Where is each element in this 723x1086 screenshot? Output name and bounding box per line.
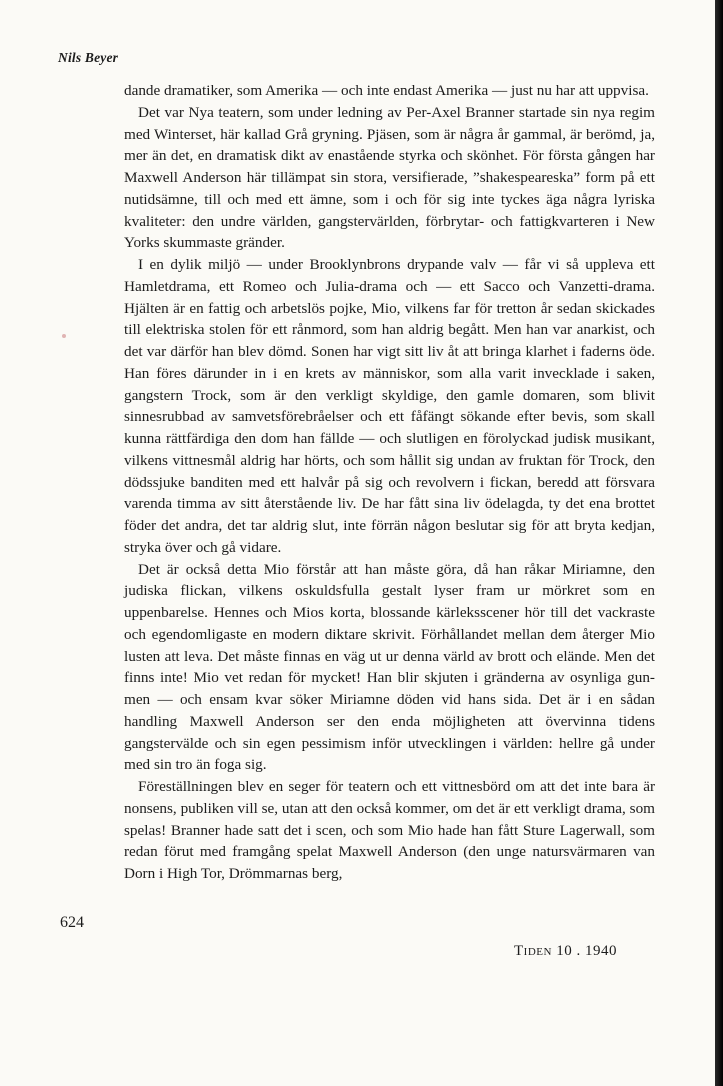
paragraph: dande dramatiker, som Amerika — och inte endast Amerika — just nu har att uppvisa. bbox=[124, 82, 649, 99]
page-number: 624 bbox=[60, 914, 84, 931]
journal-name: Tiden bbox=[514, 943, 552, 959]
paragraph: Det är också detta Mio förstår att han måste göra, då han råkar Miriamne, den judiska flickan, vilkens oskuldsfulla gestalt lyser fram ur mörkret som en uppenbarelse. Hennes och Mios korta, blossande kärleksscener hör till det vackraste och egendomligaste en modern diktare skrivit. Förhållandet mellan dem återger Mio lusten att leva. Det måste finnas en väg ut ur denna värld av brott och elände. Men det finns inte! Mio vet redan för mycket! Han blir skjuten i gränderna av osynliga gun-men — och ensam kvar söker Miriamne döden vid hans sida. Det är i en sådan handling Maxwell Anderson ser den enda möjligheten att övervinna tidens gangstervälde och sin egen pessimism inför utvecklingen i världen: hellre gå under med sin tro än foga sig. bbox=[124, 560, 655, 774]
body-text bbox=[124, 80, 655, 885]
issue: 10 . 1940 bbox=[556, 943, 617, 959]
paragraph: I en dylik miljö — under Brooklynbrons drypande valv — får vi så uppleva ett Hamletdrama, ett Romeo och Julia-drama och — ett Sacco och Vanzetti-drama. Hjälten är en fattig och arbetslös pojke, Mio, vilkens far för tretton år sedan skickades till elektriska stolen för ett rånmord, som han aldrig begått. Men han var anarkist, och det var därför han blev dömd. Sonen har vigt sitt liv åt att bringa klarhet i faderns öde. Han föres därunder in i en krets av människor, som alla varit invecklade i saken, gangstern Trock, som är den verkligt skyldige, den gamle domaren, som blivit sinnesrubbad av samvetsförebråelser och ett fåfängt sökande efter bevis, som skall kunna rättfärdiga den dom han fällde — och slutligen en förolyckad judisk musikant, vilkens vittnesmål aldrig har hörts, och som hållit sig undan av fruktan för Trock, den dödssjuke banditen med ett halvår på sig och revolvern i fickan, beredd att försvara varenda timma av sitt återstående liv. De har fått sina liv ödelagda, ty det ena brottet föder det andra, det tar aldrig slut, inte förrän någon beslutar sig för att bryta kedjan, stryka över och gå vidare. bbox=[124, 256, 655, 556]
paragraph: Det var Nya teatern, som under ledning av Per-Axel Branner startade sin nya regim med Winterset, här kallad Grå gryning. Pjäsen, som är några år gammal, är berömd, ja, mer än det, en dramatisk dikt av enastående styrka och skönhet. För första gången har Maxwell Anderson här tillämpat sin stora, versifierade, ”shakespeareska” form på ett nutidsämne, till och med ett ämne, som i och för sig inte tyckes äga några lyriska kvaliteter: den undre världen, gangstervärlden, förbrytar- och fattigkvarteren i New Yorks skummaste gränder. bbox=[124, 103, 655, 252]
running-head: Nils Beyer bbox=[58, 50, 119, 65]
paper-blemish bbox=[62, 334, 66, 338]
paragraph: Föreställningen blev en seger för teatern och ett vittnesbörd om att det inte bara är nonsens, publiken vill se, utan att den också kommer, om det är ett verkligt drama, som spelas! Branner hade satt det i scen, och som Mio hade han fått Sture Lagerwall, som redan förut med framgång spelat Maxwell Anderson (den unge natursvärmaren van Dorn i High Tor, Drömmarnas berg, bbox=[124, 778, 655, 882]
footer bbox=[514, 943, 617, 960]
scan-edge bbox=[715, 0, 723, 1086]
